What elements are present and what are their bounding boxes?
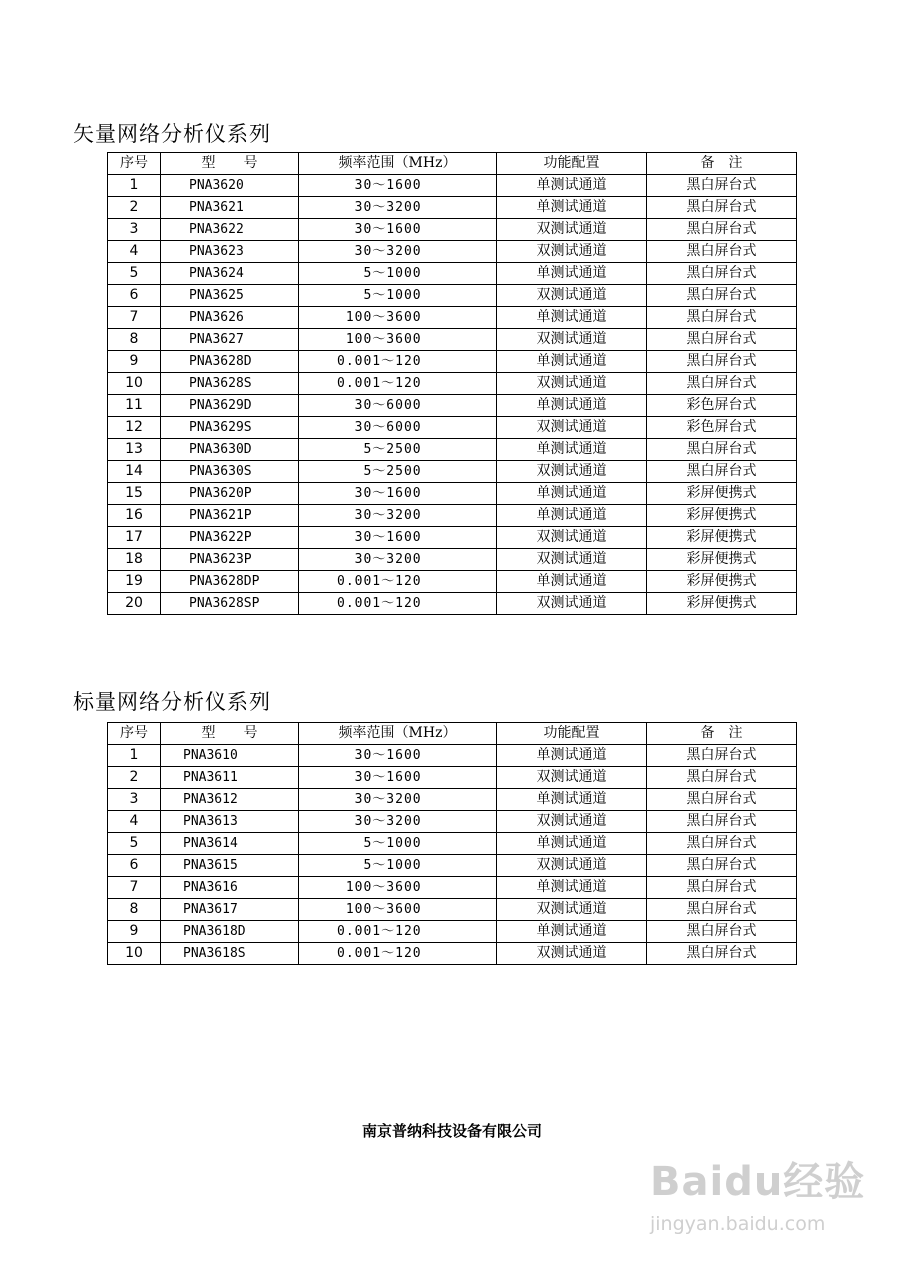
- row-frequency: 30～3200: [299, 241, 497, 263]
- row-frequency: 30～3200: [299, 789, 497, 811]
- row-frequency: 0.001～120: [299, 921, 497, 943]
- table-row: [108, 505, 797, 527]
- row-index: 10: [108, 373, 161, 395]
- row-frequency: 30～3200: [299, 811, 497, 833]
- row-index: 13: [108, 439, 161, 461]
- row-model: PNA3628D: [161, 351, 299, 373]
- row-index: 8: [108, 329, 161, 351]
- row-note: 彩屏便携式: [647, 527, 797, 549]
- row-note: 黑白屏台式: [647, 241, 797, 263]
- table-row: [108, 483, 797, 505]
- header-note: 备 注: [647, 153, 797, 175]
- row-function: 双测试通道: [497, 461, 647, 483]
- row-index: 1: [108, 175, 161, 197]
- row-index: 7: [108, 877, 161, 899]
- row-note: 黑白屏台式: [647, 899, 797, 921]
- table-row: [108, 943, 797, 965]
- table-row: [108, 833, 797, 855]
- row-function: 单测试通道: [497, 197, 647, 219]
- row-index: 12: [108, 417, 161, 439]
- header-frequency: 频率范围（MHz）: [299, 153, 497, 175]
- row-index: 8: [108, 899, 161, 921]
- table-row: [108, 395, 797, 417]
- table-row: [108, 789, 797, 811]
- row-model: PNA3627: [161, 329, 299, 351]
- row-frequency: 5～2500: [299, 439, 497, 461]
- row-function: 双测试通道: [497, 899, 647, 921]
- watermark-logo: Baidu经验: [650, 1159, 866, 1205]
- row-frequency: 5～1000: [299, 263, 497, 285]
- row-index: 18: [108, 549, 161, 571]
- row-index: 14: [108, 461, 161, 483]
- row-frequency: 5～2500: [299, 461, 497, 483]
- row-note: 黑白屏台式: [647, 439, 797, 461]
- table-row: [108, 197, 797, 219]
- table-row: [108, 439, 797, 461]
- table-row: [108, 571, 797, 593]
- row-frequency: 30～1600: [299, 483, 497, 505]
- row-index: 6: [108, 285, 161, 307]
- row-function: 单测试通道: [497, 789, 647, 811]
- table-row: [108, 855, 797, 877]
- row-frequency: 30～3200: [299, 197, 497, 219]
- row-model: PNA3617: [161, 899, 299, 921]
- header-model: 型 号: [161, 723, 299, 745]
- row-function: 单测试通道: [497, 745, 647, 767]
- row-frequency: 0.001～120: [299, 571, 497, 593]
- row-note: 彩屏便携式: [647, 483, 797, 505]
- row-function: 双测试通道: [497, 593, 647, 615]
- row-function: 单测试通道: [497, 351, 647, 373]
- table-row: [108, 175, 797, 197]
- row-frequency: 100～3600: [299, 307, 497, 329]
- row-model: PNA3622: [161, 219, 299, 241]
- vector-spec-table: [107, 152, 797, 615]
- table-row: [108, 263, 797, 285]
- row-frequency: 30～1600: [299, 175, 497, 197]
- watermark-url: jingyan.baidu.com: [650, 1213, 826, 1235]
- row-model: PNA3621P: [161, 505, 299, 527]
- scalar-spec-table: [107, 722, 797, 965]
- row-model: PNA3618D: [161, 921, 299, 943]
- row-index: 10: [108, 943, 161, 965]
- row-note: 黑白屏台式: [647, 197, 797, 219]
- row-index: 7: [108, 307, 161, 329]
- row-note: 彩屏便携式: [647, 593, 797, 615]
- row-frequency: 0.001～120: [299, 943, 497, 965]
- row-frequency: 30～1600: [299, 219, 497, 241]
- row-function: 单测试通道: [497, 439, 647, 461]
- row-note: 黑白屏台式: [647, 943, 797, 965]
- row-model: PNA3626: [161, 307, 299, 329]
- row-note: 黑白屏台式: [647, 263, 797, 285]
- row-note: 黑白屏台式: [647, 811, 797, 833]
- vector-series-title: 矢量网络分析仪系列: [73, 122, 271, 146]
- header-model: 型 号: [161, 153, 299, 175]
- row-note: 彩屏便携式: [647, 549, 797, 571]
- row-note: 黑白屏台式: [647, 877, 797, 899]
- row-frequency: 30～1600: [299, 527, 497, 549]
- table-row: [108, 767, 797, 789]
- row-note: 黑白屏台式: [647, 745, 797, 767]
- row-function: 双测试通道: [497, 285, 647, 307]
- row-note: 黑白屏台式: [647, 461, 797, 483]
- row-note: 黑白屏台式: [647, 351, 797, 373]
- row-index: 11: [108, 395, 161, 417]
- header-index: 序号: [108, 723, 161, 745]
- row-function: 单测试通道: [497, 395, 647, 417]
- row-function: 双测试通道: [497, 219, 647, 241]
- row-function: 双测试通道: [497, 549, 647, 571]
- row-index: 3: [108, 789, 161, 811]
- row-function: 单测试通道: [497, 307, 647, 329]
- row-note: 黑白屏台式: [647, 789, 797, 811]
- row-frequency: 30～3200: [299, 505, 497, 527]
- table-row: [108, 921, 797, 943]
- row-model: PNA3614: [161, 833, 299, 855]
- table-row: [108, 593, 797, 615]
- row-index: 9: [108, 351, 161, 373]
- row-function: 单测试通道: [497, 571, 647, 593]
- scalar-table-body: [108, 745, 797, 965]
- header-index: 序号: [108, 153, 161, 175]
- row-note: 彩屏便携式: [647, 571, 797, 593]
- row-function: 双测试通道: [497, 329, 647, 351]
- table-header-row: [108, 153, 797, 175]
- table-row: [108, 745, 797, 767]
- row-index: 5: [108, 263, 161, 285]
- row-note: 黑白屏台式: [647, 921, 797, 943]
- table-row: [108, 373, 797, 395]
- row-model: PNA3612: [161, 789, 299, 811]
- row-index: 17: [108, 527, 161, 549]
- row-frequency: 0.001～120: [299, 351, 497, 373]
- row-index: 6: [108, 855, 161, 877]
- row-note: 黑白屏台式: [647, 855, 797, 877]
- row-frequency: 30～6000: [299, 417, 497, 439]
- row-index: 2: [108, 767, 161, 789]
- row-model: PNA3620P: [161, 483, 299, 505]
- row-model: PNA3625: [161, 285, 299, 307]
- row-index: 4: [108, 241, 161, 263]
- row-frequency: 0.001～120: [299, 593, 497, 615]
- header-function: 功能配置: [497, 723, 647, 745]
- row-index: 9: [108, 921, 161, 943]
- scalar-series-title: 标量网络分析仪系列: [73, 690, 271, 714]
- row-note: 黑白屏台式: [647, 833, 797, 855]
- header-frequency: 频率范围（MHz）: [299, 723, 497, 745]
- row-index: 2: [108, 197, 161, 219]
- row-model: PNA3610: [161, 745, 299, 767]
- row-function: 单测试通道: [497, 921, 647, 943]
- row-note: 彩色屏台式: [647, 417, 797, 439]
- header-function: 功能配置: [497, 153, 647, 175]
- row-function: 单测试通道: [497, 877, 647, 899]
- table-row: [108, 307, 797, 329]
- row-function: 双测试通道: [497, 241, 647, 263]
- row-frequency: 30～1600: [299, 767, 497, 789]
- header-note: 备 注: [647, 723, 797, 745]
- row-index: 3: [108, 219, 161, 241]
- table-row: [108, 899, 797, 921]
- row-index: 4: [108, 811, 161, 833]
- row-note: 黑白屏台式: [647, 329, 797, 351]
- table-row: [108, 219, 797, 241]
- table-row: [108, 549, 797, 571]
- table-row: [108, 329, 797, 351]
- row-frequency: 5～1000: [299, 285, 497, 307]
- row-note: 黑白屏台式: [647, 285, 797, 307]
- row-note: 黑白屏台式: [647, 307, 797, 329]
- table-row: [108, 285, 797, 307]
- row-function: 单测试通道: [497, 175, 647, 197]
- row-model: PNA3628SP: [161, 593, 299, 615]
- row-note: 彩屏便携式: [647, 505, 797, 527]
- row-note: 黑白屏台式: [647, 175, 797, 197]
- row-function: 单测试通道: [497, 505, 647, 527]
- row-function: 双测试通道: [497, 527, 647, 549]
- row-function: 双测试通道: [497, 417, 647, 439]
- row-frequency: 100～3600: [299, 877, 497, 899]
- row-model: PNA3624: [161, 263, 299, 285]
- table-row: [108, 351, 797, 373]
- row-model: PNA3629D: [161, 395, 299, 417]
- row-note: 黑白屏台式: [647, 767, 797, 789]
- row-note: 黑白屏台式: [647, 219, 797, 241]
- row-frequency: 5～1000: [299, 833, 497, 855]
- row-index: 16: [108, 505, 161, 527]
- row-model: PNA3615: [161, 855, 299, 877]
- row-model: PNA3618S: [161, 943, 299, 965]
- row-frequency: 30～1600: [299, 745, 497, 767]
- table-row: [108, 461, 797, 483]
- row-index: 1: [108, 745, 161, 767]
- row-function: 单测试通道: [497, 483, 647, 505]
- baidu-watermark: [650, 1150, 880, 1260]
- row-index: 20: [108, 593, 161, 615]
- row-frequency: 30～6000: [299, 395, 497, 417]
- row-function: 双测试通道: [497, 855, 647, 877]
- row-model: PNA3622P: [161, 527, 299, 549]
- row-model: PNA3620: [161, 175, 299, 197]
- table-row: [108, 527, 797, 549]
- table-row: [108, 811, 797, 833]
- row-frequency: 5～1000: [299, 855, 497, 877]
- row-frequency: 100～3600: [299, 329, 497, 351]
- row-function: 双测试通道: [497, 373, 647, 395]
- row-index: 15: [108, 483, 161, 505]
- row-frequency: 100～3600: [299, 899, 497, 921]
- row-model: PNA3628DP: [161, 571, 299, 593]
- row-frequency: 30～3200: [299, 549, 497, 571]
- row-function: 单测试通道: [497, 263, 647, 285]
- table-row: [108, 877, 797, 899]
- row-index: 5: [108, 833, 161, 855]
- company-name: 南京普纳科技设备有限公司: [361, 1122, 542, 1140]
- row-model: PNA3623P: [161, 549, 299, 571]
- row-function: 双测试通道: [497, 943, 647, 965]
- row-model: PNA3629S: [161, 417, 299, 439]
- row-model: PNA3623: [161, 241, 299, 263]
- row-note: 黑白屏台式: [647, 373, 797, 395]
- row-function: 单测试通道: [497, 833, 647, 855]
- row-model: PNA3621: [161, 197, 299, 219]
- vector-table-body: [108, 175, 797, 615]
- row-model: PNA3628S: [161, 373, 299, 395]
- table-header-row: [108, 723, 797, 745]
- row-index: 19: [108, 571, 161, 593]
- table-row: [108, 241, 797, 263]
- row-function: 双测试通道: [497, 811, 647, 833]
- row-frequency: 0.001～120: [299, 373, 497, 395]
- row-model: PNA3630D: [161, 439, 299, 461]
- row-model: PNA3613: [161, 811, 299, 833]
- row-function: 双测试通道: [497, 767, 647, 789]
- row-model: PNA3611: [161, 767, 299, 789]
- row-note: 彩色屏台式: [647, 395, 797, 417]
- row-model: PNA3630S: [161, 461, 299, 483]
- table-row: [108, 417, 797, 439]
- row-model: PNA3616: [161, 877, 299, 899]
